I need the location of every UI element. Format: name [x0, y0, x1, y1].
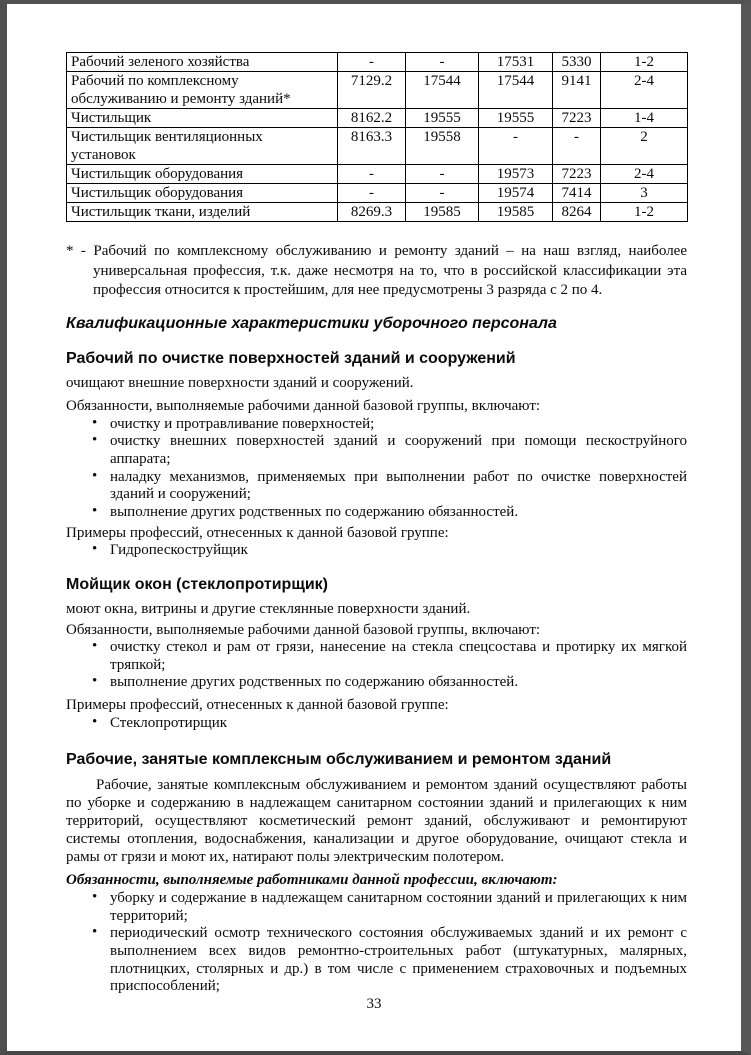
list-item	[66, 469, 687, 504]
cell-value: 2-4	[601, 165, 688, 184]
cell-value: 19574	[479, 184, 553, 203]
list-item	[66, 674, 687, 692]
cell-value: 1-2	[601, 53, 688, 72]
heading-section1: Рабочий по очистке поверхностей зданий и сооружений	[66, 349, 516, 367]
cell-profession: Чистильщик вентиляционных установок	[67, 128, 338, 165]
table-row	[67, 53, 688, 72]
section2-intro: моют окна, витрины и другие стеклянные поверхности зданий.	[66, 600, 471, 617]
bullet-icon: •	[92, 432, 98, 449]
cell-value: 19573	[479, 165, 553, 184]
heading-qualification: Квалификационные характеристики уборочного персонала	[66, 314, 557, 332]
bullet-icon: •	[92, 888, 98, 905]
list-item-text: наладку механизмов, применяемых при выполнении работ по очистке поверхностей зданий и сооружений;	[110, 468, 687, 503]
cell-value: 1-4	[601, 109, 688, 128]
table-row	[67, 109, 688, 128]
table-row	[67, 184, 688, 203]
cell-value: -	[338, 184, 406, 203]
section2-duties-label: Обязанности, выполняемые рабочими данной базовой группы, включают:	[66, 621, 541, 638]
list-item	[66, 639, 687, 674]
cell-value: 19555	[406, 109, 479, 128]
list-item-text: очистку стекол и рам от грязи, нанесение на стекла спецсостава и протирку их мягкой тряпкой;	[110, 639, 687, 673]
cell-value: -	[553, 128, 601, 165]
cell-profession: Чистильщик оборудования	[67, 184, 338, 203]
page-content	[7, 4, 741, 996]
bullet-icon: •	[92, 503, 98, 520]
cell-profession: Рабочий зеленого хозяйства	[67, 53, 338, 72]
cell-value: 19555	[479, 109, 553, 128]
cell-profession: Чистильщик ткани, изделий	[67, 203, 338, 222]
cell-value: 17544	[479, 72, 553, 109]
cell-value: 19558	[406, 128, 479, 165]
cell-value: -	[338, 53, 406, 72]
cell-value: 3	[601, 184, 688, 203]
list-item-text: уборку и содержание в надлежащем санитарном состоянии зданий и прилегающих к ним территорий;	[110, 889, 687, 924]
cell-value: 19585	[406, 203, 479, 222]
list-item	[66, 925, 687, 996]
cell-value: -	[406, 53, 479, 72]
bullet-icon: •	[92, 541, 98, 558]
cell-value: -	[479, 128, 553, 165]
cell-value: 9141	[553, 72, 601, 109]
section1-duties-label: Обязанности, выполняемые рабочими данной базовой группы, включают:	[66, 398, 541, 415]
cell-value: 2	[601, 128, 688, 165]
cell-value: 8269.3	[338, 203, 406, 222]
footnote	[66, 242, 687, 301]
section1-examples-label: Примеры профессий, отнесенных к данной базовой группе:	[66, 524, 449, 541]
cell-value: -	[406, 165, 479, 184]
cell-value: 7129.2	[338, 72, 406, 109]
bullet-icon: •	[92, 713, 98, 730]
list-item	[66, 890, 687, 925]
footnote-marker: * -	[66, 243, 86, 259]
bullet-icon: •	[92, 467, 98, 484]
bullet-icon: •	[92, 638, 98, 655]
professions-table	[66, 52, 688, 222]
cell-value: 8162.2	[338, 109, 406, 128]
cell-profession: Чистильщик	[67, 109, 338, 128]
cell-value: 5330	[553, 53, 601, 72]
table-row	[67, 165, 688, 184]
heading-section2: Мойщик окон (стеклопротирщик)	[66, 575, 328, 593]
cell-value: 1-2	[601, 203, 688, 222]
cell-value: 17544	[406, 72, 479, 109]
list-item-text: периодический осмотр технического состояния обслуживаемых зданий и их ремонт с выполнением всех видов ремонтно-строительных работ (штукатурных, малярных, плотницких, столярных и др.) в том числе с применением страховочных и подъемных приспособлений;	[110, 925, 687, 995]
table-row	[67, 72, 688, 109]
bullet-icon: •	[92, 924, 98, 941]
heading-section3: Рабочие, занятые комплексным обслуживанием и ремонтом зданий	[66, 751, 612, 769]
cell-value: 19585	[479, 203, 553, 222]
list-item	[66, 542, 687, 560]
list-item	[66, 416, 687, 434]
cell-value: 8264	[553, 203, 601, 222]
cell-value: 2-4	[601, 72, 688, 109]
cell-value: -	[338, 165, 406, 184]
cell-value: 17531	[479, 53, 553, 72]
list-item-text: выполнение других родственных по содержанию обязанностей.	[110, 504, 519, 521]
section1-intro: очищают внешние поверхности зданий и сооружений.	[66, 374, 414, 391]
cell-profession: Чистильщик оборудования	[67, 165, 338, 184]
table-row	[67, 203, 688, 222]
cell-value: 7414	[553, 184, 601, 203]
list-item	[66, 715, 687, 733]
list-item-text: выполнение других родственных по содержанию обязанностей.	[110, 674, 519, 691]
page-number: 33	[366, 996, 382, 1012]
list-item-text: Стеклопротирщик	[110, 714, 228, 731]
cell-value: 7223	[553, 165, 601, 184]
cell-value: 7223	[553, 109, 601, 128]
section3-paragraph: Рабочие, занятые комплексным обслуживанием и ремонтом зданий осуществляют работы по уборке и содержанию в надлежащем санитарном состоянии зданий и прилегающих к ним территорий, осуществляют косметический ремонт зданий, обслуживают и ремонтируют системы отопления, водоснабжения, канализации и другое оборудование, очищают стекла и рамы от грязи и моют их, натирают полы электрическим полотером.	[66, 777, 687, 866]
list-item	[66, 433, 687, 468]
section3-duties-label: Обязанности, выполняемые работниками данной профессии, включают:	[66, 872, 558, 889]
bullet-icon: •	[92, 414, 98, 431]
cell-value: 8163.3	[338, 128, 406, 165]
table-row	[67, 128, 688, 165]
bullet-icon: •	[92, 673, 98, 690]
list-item-text: Гидропескоструйщик	[110, 542, 248, 559]
list-item-text: очистку внешних поверхностей зданий и сооружений при помощи пескоструйного аппарата;	[110, 433, 687, 467]
footnote-text: Рабочий по комплексному обслуживанию и ремонту зданий – на наш взгляд, наиболее универсальная профессия, т.к. даже несмотря на то, что в российской классификации эта профессия относится к простейшим, для нее предусмотрены 3 разряда с 2 по 4.	[93, 243, 687, 298]
cell-value: -	[406, 184, 479, 203]
list-item-text: очистку и протравливание поверхностей;	[110, 415, 375, 432]
cell-profession: Рабочий по комплексному обслуживанию и ремонту зданий*	[67, 72, 338, 109]
list-item	[66, 504, 687, 522]
section2-examples-label: Примеры профессий, отнесенных к данной базовой группе:	[66, 697, 449, 714]
